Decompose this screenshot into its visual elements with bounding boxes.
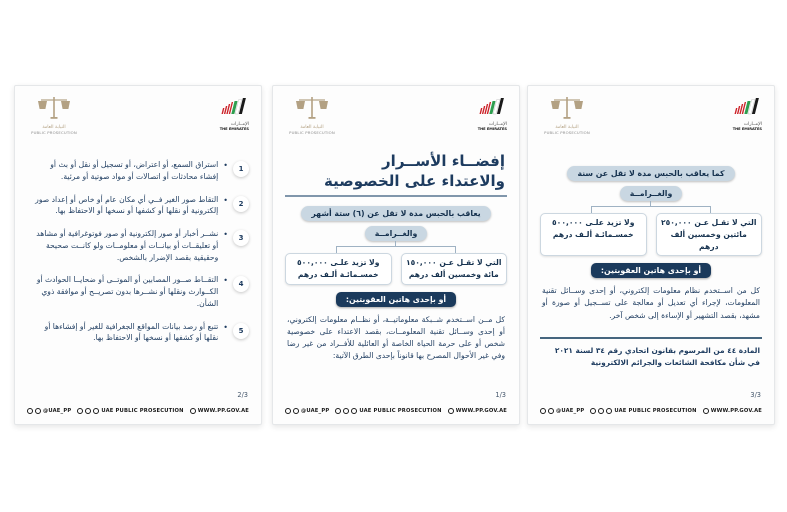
item-number-badge: 3 — [233, 230, 249, 246]
card-privacy-methods — [14, 85, 262, 425]
article-divider — [540, 337, 762, 339]
fine-maximum-line2: خمسـمائـة ألـف درهم — [297, 269, 379, 279]
list-item — [31, 194, 249, 218]
youtube-icon — [606, 408, 612, 414]
emirates-logo-english-label: THE EMIRATES — [219, 127, 249, 131]
article-reference — [542, 345, 760, 369]
fine-minimum-line2: مائة وخمسين ألف درهم — [408, 269, 499, 279]
social-footer — [528, 408, 774, 414]
fine-badge: والغــرامــة — [365, 226, 428, 241]
fine-amount-boxes — [540, 213, 762, 256]
pp-logo-arabic-label: النيابة العامة — [555, 125, 579, 130]
either-penalty-badge: أو بإحدى هاتين العقوبتين: — [336, 292, 456, 307]
item-text: التقاط صور الغير فــي أي مكان عام أو خاص أو إعداد صور إلكترونية أو نقلها أو كشفها أو نسخها أو الاحتفاظ بها. — [35, 194, 219, 216]
fine-minimum-line2: مائتين وخمسين ألف درهم — [670, 229, 747, 251]
item-text: استراق السمع، أو اعتراض، أو تسجيل أو نقل أو بث أو إفشاء محادثات أو اتصالات أو مواد صوتية أو مرئية. — [50, 160, 219, 181]
item-number-badge: 5 — [233, 323, 249, 339]
scales-of-justice-icon — [550, 96, 584, 120]
twitter-icon — [548, 408, 554, 414]
bullet-dot-icon: • — [223, 195, 228, 205]
card-title — [287, 152, 505, 191]
social-handle-group — [540, 408, 584, 414]
article-reference-line2: في شأن مكافحة الشائعات والجرائم الالكترونية — [590, 357, 760, 367]
item-text: تتبع أو رصد بيانات المواقع الجغرافية للغير أو إفشاءها أو نقلها أو كشفها أو نسخها أو الاحتفاظ بها. — [44, 321, 219, 343]
item-text: نشــر أخبار أو صور إلكترونية أو صور فوتوغرافية أو مشاهد أو تعليقــات أو بيانــات أو معلومــات ولو كانــت صحيحة وحقيقية بقصد الإضرار بالشخص. — [36, 229, 219, 262]
card-header — [285, 96, 507, 144]
item-number-badge: 2 — [233, 196, 249, 212]
youtube-icon — [351, 408, 357, 414]
instagram-icon — [540, 408, 546, 414]
item-number-badge: 4 — [233, 276, 249, 292]
either-penalty-badge: أو بإحدى هاتين العقوبتين: — [591, 263, 711, 278]
globe-icon — [448, 408, 454, 414]
scales-of-justice-icon — [295, 96, 329, 120]
social-website-label: WWW.PP.GOV.AE — [710, 408, 763, 414]
public-prosecution-logo — [540, 96, 594, 135]
social-org-label: UAE PUBLIC PROSECUTION — [101, 408, 184, 414]
emirates-logo-arabic-label: الإمــارات — [488, 122, 507, 127]
social-website-group — [448, 408, 507, 414]
facebook-icon — [335, 408, 341, 414]
uae-seven-lines-icon — [219, 96, 249, 117]
emirates-logo-arabic-label: الإمــارات — [743, 122, 762, 127]
title-divider — [285, 195, 507, 197]
uae-seven-lines-icon — [477, 96, 507, 117]
law-body-text: كل من اســتخدم نظام معلومات إلكتروني، أو إحدى وســائل تقنية المعلومات، لإجراء أي تعديل أو معالجة على تســجيل أو صورة أو مشهد، بقصد التشهير أو الإساءة إلى شخص آخر. — [542, 286, 760, 320]
social-handle-label: @UAE_PP — [300, 408, 330, 414]
public-prosecution-logo — [285, 96, 339, 135]
card-title-line1: إفضــاء الأســرار — [382, 152, 505, 170]
fine-branch-connector — [336, 246, 456, 253]
pp-logo-english-label: PUBLIC PROSECUTION — [289, 130, 335, 135]
social-website-group — [703, 408, 762, 414]
globe-icon — [190, 408, 196, 414]
social-handle-group — [285, 408, 329, 414]
fine-badge: والغــرامــة — [620, 186, 683, 201]
emirates-logo — [722, 96, 762, 131]
social-handle-group — [27, 408, 71, 414]
pp-logo-arabic-label: النيابة العامة — [42, 125, 66, 130]
list-item — [31, 274, 249, 309]
public-prosecution-logo — [27, 96, 81, 135]
emirates-logo-english-label: THE EMIRATES — [477, 127, 507, 131]
instagram-icon — [343, 408, 349, 414]
emirates-logo-english-label: THE EMIRATES — [732, 127, 762, 131]
emirates-logo — [467, 96, 507, 131]
instagram-icon — [285, 408, 291, 414]
fine-branch-connector — [591, 206, 711, 213]
social-website-label: WWW.PP.GOV.AE — [197, 408, 250, 414]
social-handle-label: @UAE_PP — [555, 408, 585, 414]
instagram-icon — [27, 408, 33, 414]
scales-of-justice-icon — [37, 96, 71, 120]
instagram-icon — [598, 408, 604, 414]
item-text: التقــاط صــور المصابين أو الموتــى أو ضحايــا الحوادث أو الكــوارث ونقلها أو نشــرها بدون تصريــح أو موافقة ذوي الشأن. — [36, 275, 219, 308]
pp-logo-arabic-label: النيابة العامة — [300, 125, 324, 130]
pp-logo-english-label: PUBLIC PROSECUTION — [31, 130, 77, 135]
bullet-dot-icon: • — [223, 161, 228, 170]
social-org-group — [590, 408, 696, 414]
social-footer — [273, 408, 519, 414]
twitter-icon — [293, 408, 299, 414]
list-item — [31, 228, 249, 263]
fine-maximum-line1: ولا تزيد علـى ٥٠٠,٠٠٠ — [297, 258, 380, 267]
instagram-icon — [85, 408, 91, 414]
social-org-group — [77, 408, 183, 414]
imprisonment-penalty-badge: يعاقب بالحبس مدة لا تقل عن (٦) ستة أشهر — [301, 206, 490, 221]
list-item — [31, 159, 249, 183]
social-org-group — [335, 408, 441, 414]
page-number: 1/3 — [495, 391, 506, 399]
page-number: 3/3 — [750, 391, 761, 399]
card-header — [27, 96, 249, 144]
card-header — [540, 96, 762, 144]
social-handle-label: @UAE_PP — [42, 408, 72, 414]
imprisonment-penalty-badge: كما يعاقب بالحبس مدة لا تقل عن سنة — [567, 166, 734, 181]
spacer — [540, 144, 762, 166]
social-org-label: UAE PUBLIC PROSECUTION — [614, 408, 697, 414]
social-website-group — [190, 408, 249, 414]
fine-amount-boxes — [285, 253, 507, 285]
list-item — [31, 321, 249, 345]
item-number-badge: 1 — [233, 161, 249, 177]
emirates-logo — [209, 96, 249, 131]
uae-seven-lines-icon — [732, 96, 762, 117]
card-additional-penalty — [527, 85, 775, 425]
article-reference-line1: المادة ٤٤ من المرسوم بقانون اتحادي رقم ٣٤ لسنة ٢٠٢١ — [554, 345, 760, 355]
fine-maximum-box — [285, 253, 392, 285]
fine-minimum-box — [656, 213, 763, 256]
social-footer — [15, 408, 261, 414]
card-disclosure-of-secrets — [272, 85, 520, 425]
emirates-logo-arabic-label: الإمــارات — [230, 122, 249, 127]
social-website-label: WWW.PP.GOV.AE — [455, 408, 508, 414]
fine-maximum-box — [540, 213, 647, 256]
youtube-icon — [93, 408, 99, 414]
globe-icon — [703, 408, 709, 414]
fine-maximum-line2: خمسـمائـة ألـف درهم — [552, 229, 634, 239]
fine-maximum-line1: ولا تزيد علـى ٥٠٠,٠٠٠ — [552, 218, 635, 227]
bullet-dot-icon: • — [223, 276, 228, 286]
bullet-dot-icon: • — [223, 230, 228, 240]
fine-minimum-line1: التي لا تقـل عـن ١٥٠,٠٠٠ — [406, 258, 502, 267]
page-number: 2/3 — [237, 391, 248, 399]
law-body-text: كل مــن اســتخدم شــبكة معلوماتيــة، أو نظــام معلومات إلكتروني، أو إحدى وســائل تقنية المعلومــات، بقصد الاعتداء على خصوصية شخص أو على حرمة الحياة الخاصة أو العائلية للأفــراد من غير رضا وفي غير الأحوال المصرح بها قانوناً بإحدى الطرق الآتية: — [287, 314, 505, 360]
twitter-icon — [35, 408, 41, 414]
social-org-label: UAE PUBLIC PROSECUTION — [359, 408, 442, 414]
bullet-dot-icon: • — [223, 322, 228, 332]
violation-methods-list — [27, 159, 249, 344]
fine-minimum-line1: التي لا تقـل عـن ٢٥٠,٠٠٠ — [661, 218, 757, 227]
fine-minimum-box — [401, 253, 508, 285]
pp-logo-english-label: PUBLIC PROSECUTION — [544, 130, 590, 135]
card-title-line2: والاعتداء على الخصوصية — [324, 171, 505, 190]
facebook-icon — [590, 408, 596, 414]
facebook-icon — [77, 408, 83, 414]
